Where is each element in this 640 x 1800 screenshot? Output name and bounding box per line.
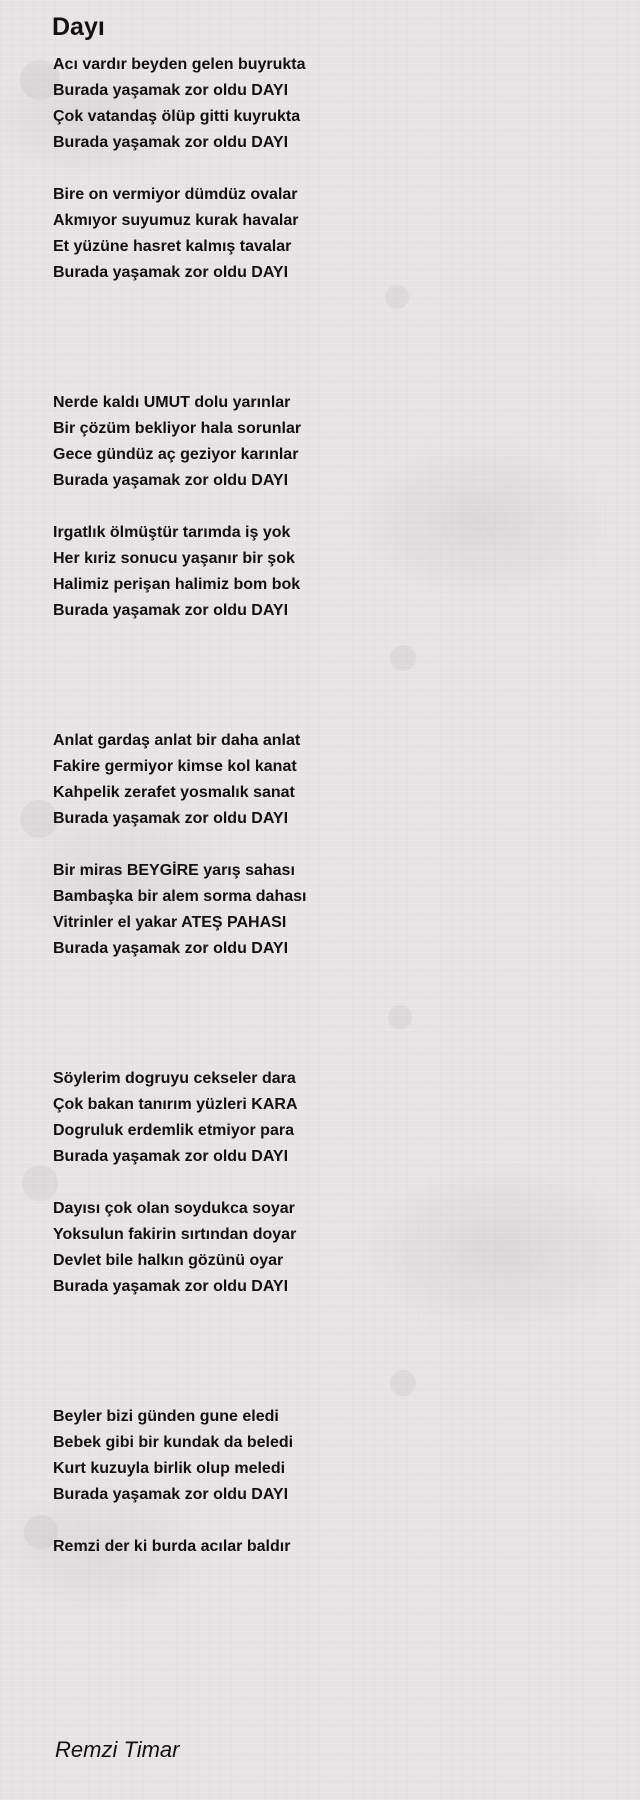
poem-line: Halimiz perişan halimiz bom bok: [53, 576, 301, 593]
poem-line: Burada yaşamak zor oldu DAYI: [53, 602, 289, 619]
poem-line: Kahpelik zerafet yosmalık sanat: [53, 784, 295, 801]
poem-line: Vitrinler el yakar ATEŞ PAHASI: [53, 914, 287, 931]
stanza-group: [53, 728, 613, 962]
poem-line: Burada yaşamak zor oldu DAYI: [53, 264, 289, 281]
poem-line: Bambaşka bir alem sorma dahası: [53, 888, 307, 905]
poem-line: Çok bakan tanırım yüzleri KARA: [53, 1096, 298, 1113]
poem-line: Her kıriz sonucu yaşanır bir şok: [53, 550, 295, 567]
stanza-group: [53, 390, 613, 624]
poem-line: Bire on vermiyor dümdüz ovalar: [53, 186, 298, 203]
poem-line: Dogruluk erdemlik etmiyor para: [53, 1122, 294, 1139]
stanza: [53, 1534, 613, 1560]
poem-title: Dayı: [52, 13, 105, 41]
poem-line: Burada yaşamak zor oldu DAYI: [53, 134, 289, 151]
poem-line: Burada yaşamak zor oldu DAYI: [53, 810, 289, 827]
stanza: [53, 858, 613, 962]
poem-line: Devlet bile halkın gözünü oyar: [53, 1252, 284, 1269]
stanza: [53, 390, 613, 494]
poem-line: Çok vatandaş ölüp gitti kuyrukta: [53, 108, 301, 125]
stanza-group: [53, 1404, 613, 1560]
poem-line: Fakire germiyor kimse kol kanat: [53, 758, 297, 775]
poem-line: Burada yaşamak zor oldu DAYI: [53, 472, 289, 489]
poem-line: Irgatlık ölmüştür tarımda iş yok: [53, 524, 291, 541]
stanza: [53, 1196, 613, 1300]
poem-line: Kurt kuzuyla birlik olup meledi: [53, 1460, 286, 1477]
poem-line: Yoksulun fakirin sırtından doyar: [53, 1226, 297, 1243]
poem-line: Et yüzüne hasret kalmış tavalar: [53, 238, 292, 255]
poem-line: Söylerim dogruyu cekseler dara: [53, 1070, 296, 1087]
poem-line: Burada yaşamak zor oldu DAYI: [53, 1278, 289, 1295]
poem-line: Burada yaşamak zor oldu DAYI: [53, 940, 289, 957]
poem-line: Burada yaşamak zor oldu DAYI: [53, 1486, 289, 1503]
stanza: [53, 182, 613, 286]
poem-line: Anlat gardaş anlat bir daha anlat: [53, 732, 301, 749]
poem-body: [53, 52, 613, 1560]
poem-line: Bir çözüm bekliyor hala sorunlar: [53, 420, 302, 437]
poem-line: Nerde kaldı UMUT dolu yarınlar: [53, 394, 291, 411]
poem-line: Acı vardır beyden gelen buyrukta: [53, 56, 306, 73]
poem-line: Beyler bizi günden gune eledi: [53, 1408, 279, 1425]
stanza: [53, 728, 613, 832]
stanza-group: [53, 52, 613, 286]
poem-line: Gece gündüz aç geziyor karınlar: [53, 446, 299, 463]
poem-line: Bir miras BEYGİRE yarış sahası: [53, 862, 295, 879]
poem-line: Akmıyor suyumuz kurak havalar: [53, 212, 299, 229]
stanza-group: [53, 1066, 613, 1300]
poem-line: Remzi der ki burda acılar baldır: [53, 1538, 291, 1555]
stanza: [53, 1066, 613, 1170]
poem-line: Dayısı çok olan soydukca soyar: [53, 1200, 295, 1217]
stanza: [53, 520, 613, 624]
poem-line: Bebek gibi bir kundak da beledi: [53, 1434, 294, 1451]
poem-line: Burada yaşamak zor oldu DAYI: [53, 82, 289, 99]
stanza: [53, 52, 613, 156]
stanza: [53, 1404, 613, 1508]
poem-author: Remzi Timar: [55, 1737, 180, 1762]
poem-line: Burada yaşamak zor oldu DAYI: [53, 1148, 289, 1165]
